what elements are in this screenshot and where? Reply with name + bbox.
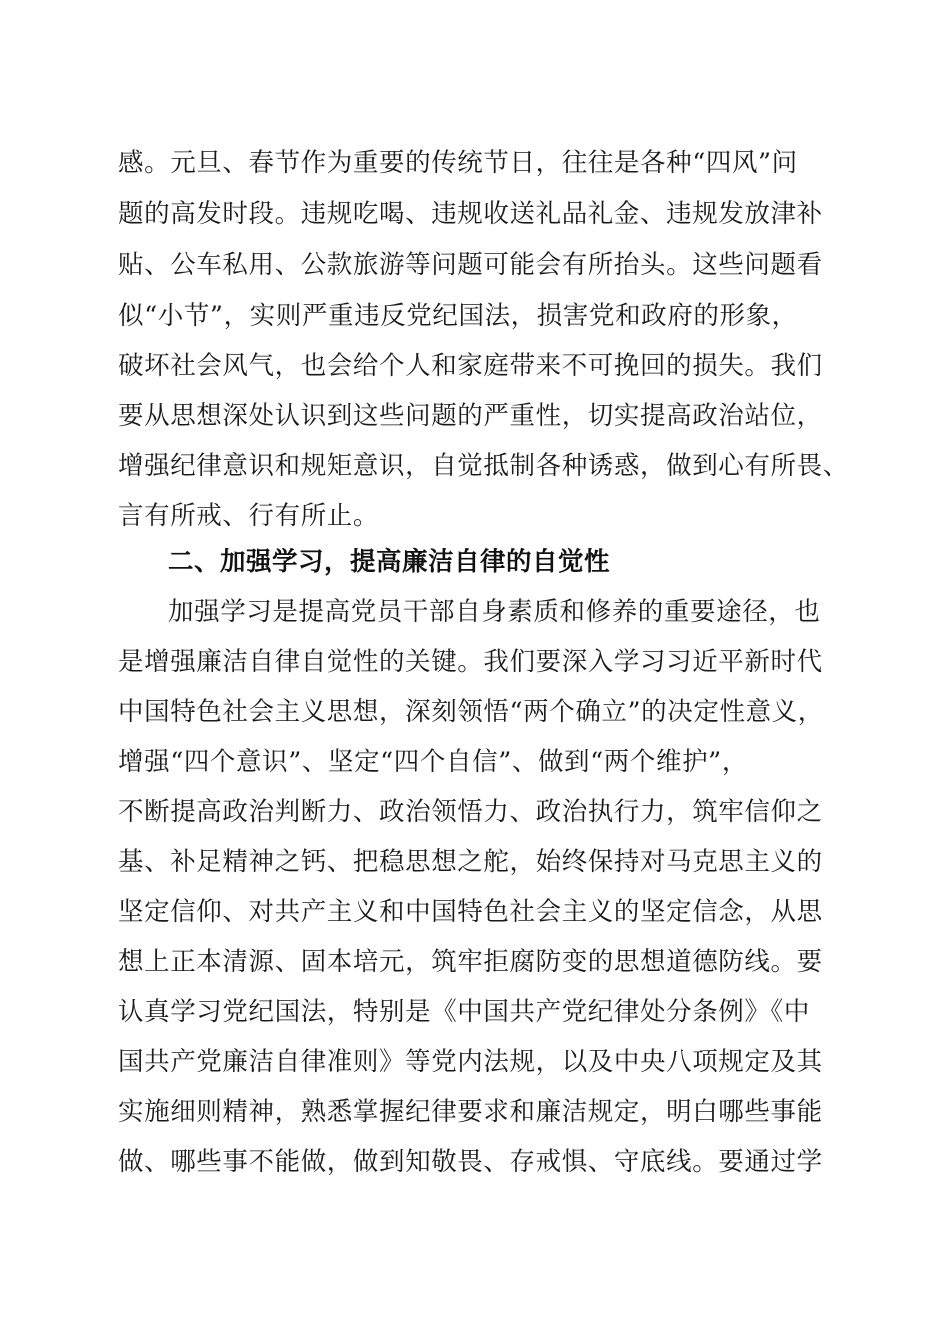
paragraph-line: 是增强廉洁自律自觉性的关键。我们要深入学习习近平新时代: [118, 647, 823, 677]
paragraph-line: 认真学习党纪国法，特别是《中国共产党纪律处分条例》《中: [118, 997, 810, 1027]
paragraph-line: 坚定信仰、对共产主义和中国特色社会主义的坚定信念，从思: [118, 897, 823, 927]
paragraph-line: 言有所戒、行有所止。: [118, 501, 380, 531]
paragraph-line: 基、补足精神之钙、把稳思想之舵，始终保持对马克思主义的: [118, 847, 823, 877]
section-heading: 二、加强学习，提高廉洁自律的自觉性: [168, 547, 611, 577]
paragraph-line: 想上正本清源、固本培元，筑牢拒腐防变的思想道德防线。要: [118, 947, 823, 977]
paragraph-line: 不断提高政治判断力、政治领悟力、政治执行力，筑牢信仰之: [118, 797, 823, 827]
paragraph-line: 破坏社会风气，也会给个人和家庭带来不可挽回的损失。我们: [118, 351, 823, 381]
paragraph-line: 增强“四个意识”、坚定“四个自信”、做到“两个维护”，: [118, 747, 748, 777]
paragraph-line: 贴、公车私用、公款旅游等问题可能会有所抬头。这些问题看: [118, 250, 823, 280]
paragraph-line: 中国特色社会主义思想，深刻领悟“两个确立”的决定性意义，: [118, 697, 824, 727]
paragraph-line: 实施细则精神，熟悉掌握纪律要求和廉洁规定，明白哪些事能: [118, 1097, 823, 1127]
paragraph-line: 加强学习是提高党员干部自身素质和修养的重要途径，也: [168, 597, 821, 627]
paragraph-line: 题的高发时段。违规吃喝、违规收送礼品礼金、违规发放津补: [118, 199, 823, 229]
paragraph-line: 要从思想深处认识到这些问题的严重性，切实提高政治站位，: [118, 401, 823, 431]
paragraph-line: 国共产党廉洁自律准则》等党内法规，以及中央八项规定及其: [118, 1047, 823, 1077]
paragraph-line: 感。元旦、春节作为重要的传统节日，往往是各种“四风”问: [118, 148, 798, 178]
paragraph-line: 增强纪律意识和规矩意识，自觉抵制各种诱惑，做到心有所畏、: [118, 451, 849, 481]
paragraph-line: 做、哪些事不能做，做到知敬畏、存戒惧、守底线。要通过学: [118, 1147, 823, 1177]
paragraph-line: 似“小节”，实则严重违反党纪国法，损害党和政府的形象，: [118, 301, 798, 331]
